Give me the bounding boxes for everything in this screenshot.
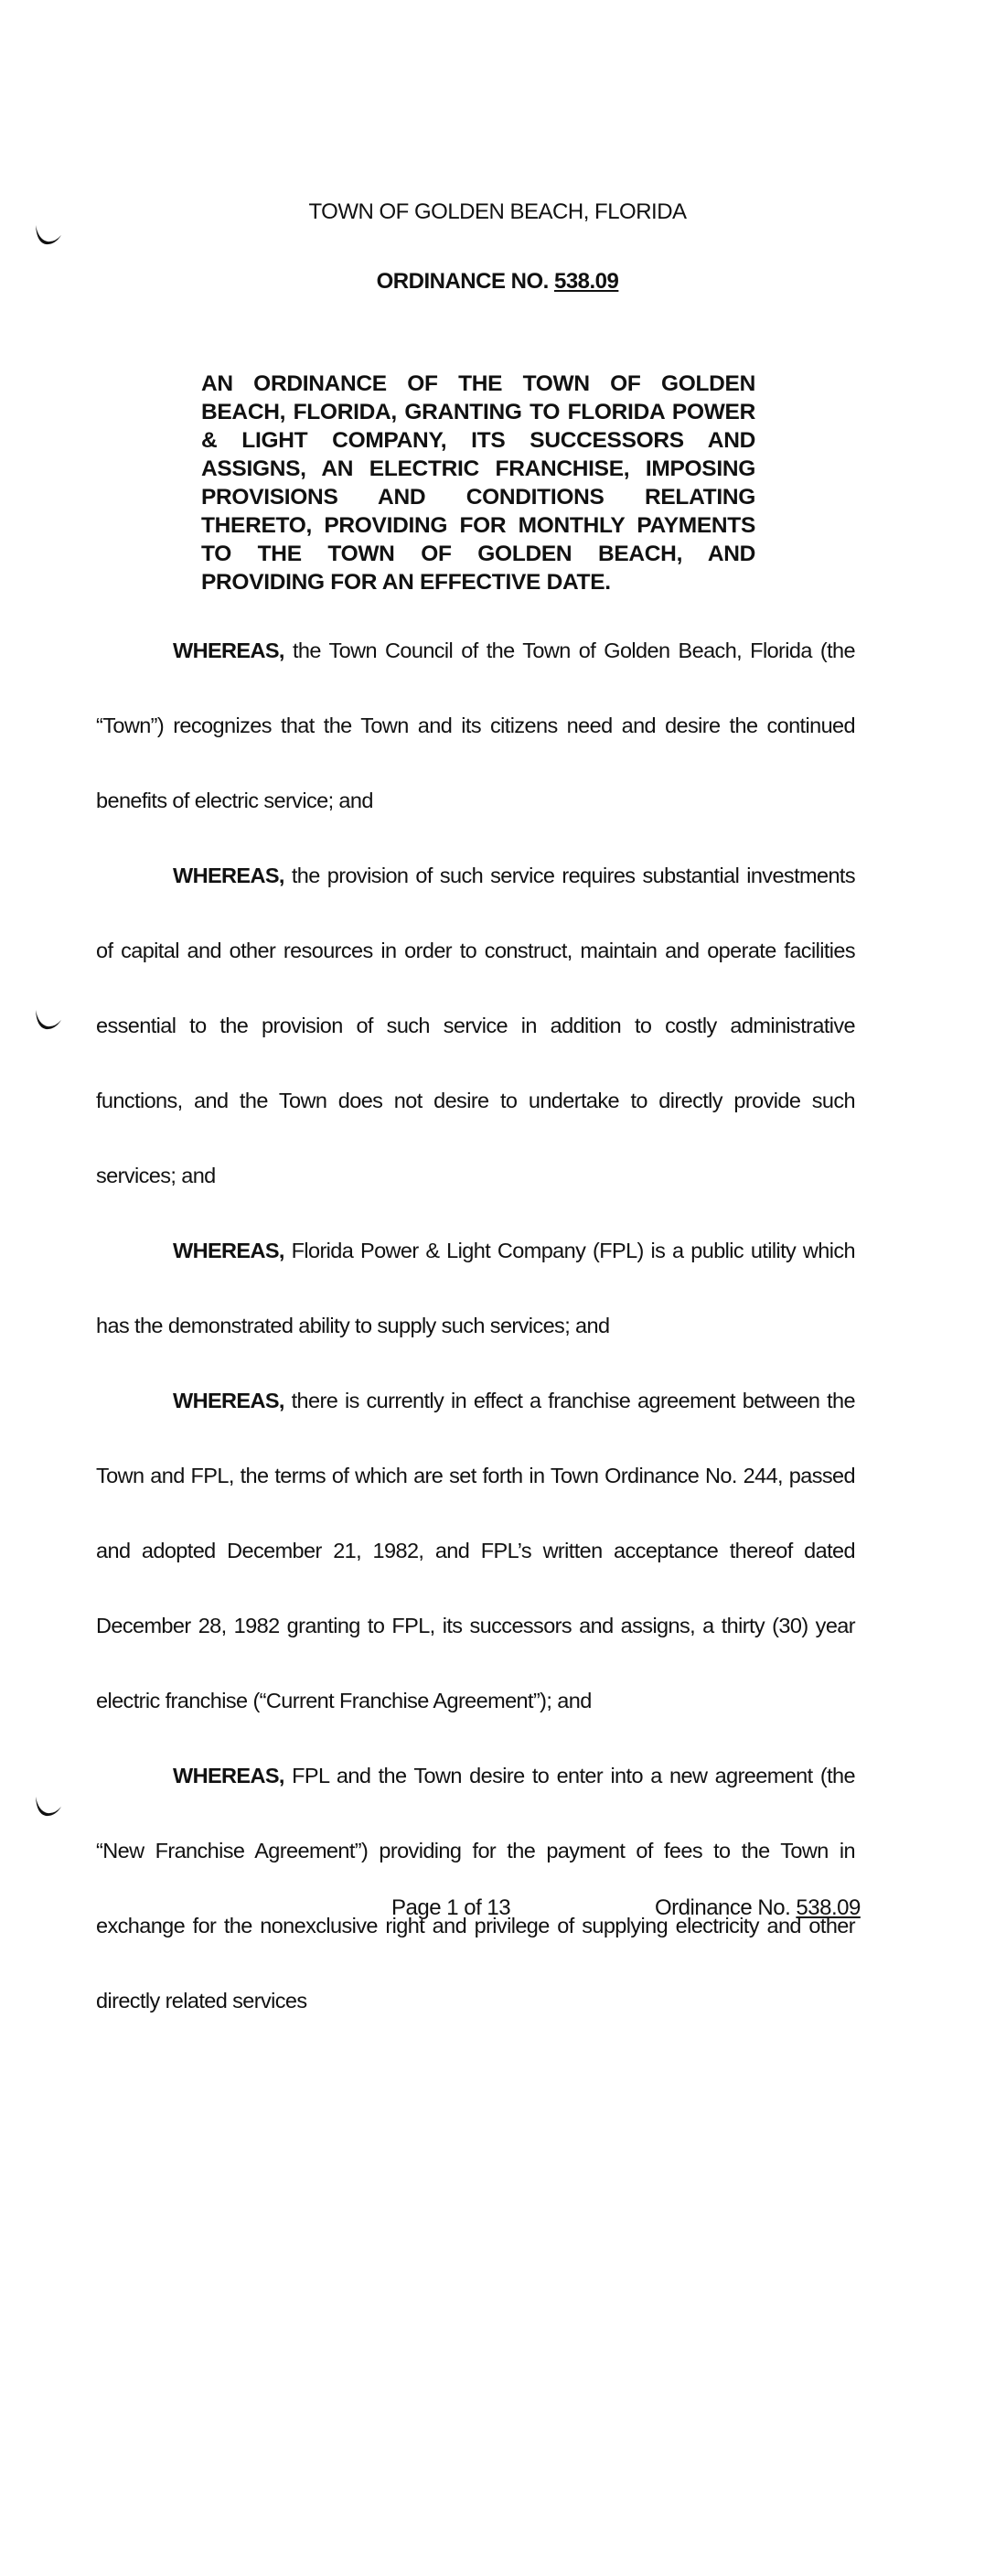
paragraph-lead: WHEREAS, [173, 1239, 284, 1262]
ordinance-body [96, 613, 855, 2038]
footer-ordinance [655, 1895, 861, 1921]
footer-ordinance-number: 538.09 [796, 1895, 861, 1920]
ordinance-number: 538.09 [553, 269, 619, 294]
whereas-paragraph [96, 613, 855, 838]
paragraph-text: Florida Power & Light Company (FPL) is a public utility which has the demonstrated ability to supply such services; and [96, 1239, 855, 1337]
whereas-paragraph [96, 1738, 855, 2038]
town-heading [0, 199, 995, 225]
paragraph-lead: WHEREAS, [173, 1764, 284, 1787]
whereas-paragraph [96, 1363, 855, 1738]
ordinance-prefix: ORDINANCE NO. [376, 269, 554, 294]
paragraph-text: there is currently in effect a franchise agreement between the Town and FPL, the terms of which are set forth in Town Ordinance No. 244, passed and adopted December 21, 1982, and FPL’s written acceptance thereof dated December 28, 1982 granting to FPL, its successors and assigns, a thirty (30) year electric franchise (“Current Franchise Agreement”); and [96, 1389, 855, 1712]
town-name: TOWN OF GOLDEN BEACH, FLORIDA [308, 199, 687, 224]
margin-tick-icon [33, 223, 64, 245]
whereas-paragraph [96, 838, 855, 1213]
footer-ordinance-prefix: Ordinance No. [655, 1895, 797, 1920]
paragraph-text: FPL and the Town desire to enter into a new agreement (the “New Franchise Agreement”) providing for the payment of fees to the Town in exchange for the nonexclusive right and privilege of supplying electricity and other directly related services [96, 1764, 855, 2012]
paragraph-lead: WHEREAS, [173, 864, 284, 887]
paragraph-lead: WHEREAS, [173, 639, 284, 662]
ordinance-title: AN ORDINANCE OF THE TOWN OF GOLDEN BEACH, FLORIDA, GRANTING TO FLORIDA POWER & LIGHT COMPANY, ITS SUCCESSORS AND ASSIGNS, AN ELECTRIC FRANCHISE, IMPOSING PROVISIONS AND CONDITIONS RELATING THERETO, PROVIDING FOR MONTHLY PAYMENTS TO THE TOWN OF GOLDEN BEACH, AND PROVIDING FOR AN EFFECTIVE DATE. [201, 371, 755, 595]
margin-tick-icon [33, 1795, 64, 1817]
ordinance-heading [0, 269, 995, 295]
whereas-paragraph [96, 1213, 855, 1363]
margin-tick-icon [33, 1008, 64, 1030]
paragraph-lead: WHEREAS, [173, 1389, 284, 1412]
paragraph-text: the provision of such service requires substantial investments of capital and other resources in order to construct, maintain and operate facilities essential to the provision of such service in addition to costly administrative functions, and the Town does not desire to undertake to directly provide such services; and [96, 864, 855, 1187]
paragraph-text: the Town Council of the Town of Golden Beach, Florida (the “Town”) recognizes that the Town and its citizens need and desire the continued benefits of electric service; and [96, 639, 855, 812]
page-number: Page 1 of 13 [391, 1895, 511, 1920]
